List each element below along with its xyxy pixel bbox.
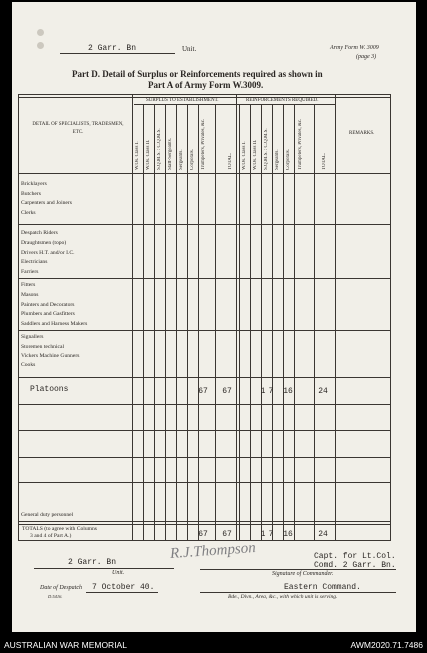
- col-header: Corporals.: [190, 149, 195, 170]
- part-title: Part D. Detail of Surplus or Reinforcements required as shown in: [72, 69, 323, 79]
- table-row-label: Masons: [21, 292, 39, 298]
- table-row-label: Bricklayers: [21, 181, 47, 187]
- command-value: Eastern Command.: [284, 583, 361, 592]
- platoons-surplus-privates: 67: [198, 387, 208, 396]
- footer-left: AUSTRALIAN WAR MEMORIAL: [4, 640, 127, 650]
- date-value: 7 October 40.: [92, 583, 155, 592]
- col-header: Trumpeters, Privates, &c.: [201, 118, 206, 170]
- col-header: Sergeants.: [275, 149, 280, 170]
- unit-value: 2 Garr. Bn: [88, 44, 137, 53]
- platoons-reinf-privates: 16: [283, 387, 293, 396]
- col-header-detail: DETAIL OF SPECIALISTS, TRADESMEN, ETC.: [32, 122, 124, 135]
- general-duty-label: General duty personnel: [21, 512, 74, 518]
- platoons-label: Platoons: [30, 385, 69, 394]
- totals-reinf-privates: 16: [283, 530, 293, 539]
- table-row-label: Draughtsmen (topo): [21, 240, 67, 246]
- group-header-surplus: SURPLUS TO ESTABLISHMENT.: [146, 98, 219, 103]
- signature-label: Signature of Commander.: [272, 571, 334, 577]
- col-header: W.Os. Class I.: [135, 141, 140, 170]
- form-code: D.5416.: [48, 594, 63, 599]
- table-row-label: Cooks: [21, 362, 36, 368]
- table-row-label: Painters and Decorators: [21, 302, 75, 308]
- totals-reinf-sergeants: 1: [260, 530, 266, 539]
- totals-surplus-privates: 67: [198, 530, 208, 539]
- punch-hole: [37, 42, 44, 49]
- form-page: (page 3): [356, 54, 377, 60]
- table-row-label: Farriers: [21, 269, 39, 275]
- totals-surplus-total: 67: [222, 530, 232, 539]
- sig-unit-label: Unit.: [112, 570, 125, 576]
- rank-line-1: Capt. for Lt.Col.: [314, 552, 396, 561]
- sig-unit-value: 2 Garr. Bn: [68, 558, 117, 567]
- table-row-label: Butchers: [21, 191, 41, 197]
- platoons-surplus-total: 67: [222, 387, 232, 396]
- table-row-label: Signallers: [21, 334, 44, 340]
- date-label: Date of Despatch: [40, 585, 82, 591]
- col-header: Corporals.: [286, 149, 291, 170]
- platoons-reinf-sergeants: 1: [260, 387, 266, 396]
- punch-hole: [37, 29, 44, 36]
- col-header: S.Q.M.S. : C.Q.M.S.: [157, 128, 162, 170]
- col-header: S.Q.M.S. : C.Q.M.S.: [264, 128, 269, 170]
- rank-line-2: Comd. 2 Garr. Bn.: [314, 561, 396, 570]
- table-row-label: Carpenters and Joiners: [21, 200, 72, 206]
- col-header: Staff-Sergeants.: [168, 138, 173, 170]
- col-header: TOTAL.: [322, 152, 327, 170]
- totals-label: TOTALS (to agree with Columns: [22, 526, 97, 532]
- table-row-label: Clerks: [21, 210, 36, 216]
- totals-reinf-corporals: 7: [268, 530, 274, 539]
- command-label: Bde., Divn., Area, &c., with which unit is serving.: [228, 594, 338, 600]
- archive-footer: [0, 640, 427, 653]
- unit-label: Unit.: [182, 45, 197, 53]
- table-row-label: Fitters: [21, 282, 36, 288]
- col-header: TOTAL.: [228, 152, 233, 170]
- table-row-label: Storemen technical: [21, 344, 65, 350]
- handwritten-signature: R.J.Thompson: [169, 540, 257, 562]
- col-header: Sergeants.: [179, 149, 184, 170]
- group-header-reinforcements: REINFORCEMENTS REQUIRED.: [246, 98, 319, 103]
- platoons-reinf-total: 24: [318, 387, 328, 396]
- table-row-label: Despatch Riders: [21, 230, 58, 236]
- table-row-label: Plumbers and Gasfitters: [21, 311, 75, 317]
- table-row-label: Saddlers and Harness Makers: [21, 321, 88, 327]
- col-header: W.Os. Class II.: [253, 139, 258, 170]
- unit-underline: [60, 53, 175, 54]
- col-header: W.Os. Class I.: [242, 141, 247, 170]
- form-reference: Army Form W. 3009: [330, 45, 379, 51]
- totals-reinf-total: 24: [318, 530, 328, 539]
- totals-label-2: 3 and 4 of Part A.): [30, 533, 72, 539]
- col-header: Trumpeters, Privates, &c.: [298, 118, 303, 170]
- table-row-label: Vickers Machine Gunners: [21, 353, 80, 359]
- table-row-label: Electricians: [21, 259, 48, 265]
- table-row-label: Drivers H.T. and/or I.C.: [21, 250, 75, 256]
- footer-right: AWM2020.71.7486: [350, 640, 423, 650]
- col-header-remarks: REMARKS.: [349, 131, 375, 136]
- part-title-2: Part A of Army Form W.3009.: [148, 80, 264, 90]
- platoons-reinf-corporals: 7: [268, 387, 274, 396]
- col-header: W.Os. Class II.: [146, 139, 151, 170]
